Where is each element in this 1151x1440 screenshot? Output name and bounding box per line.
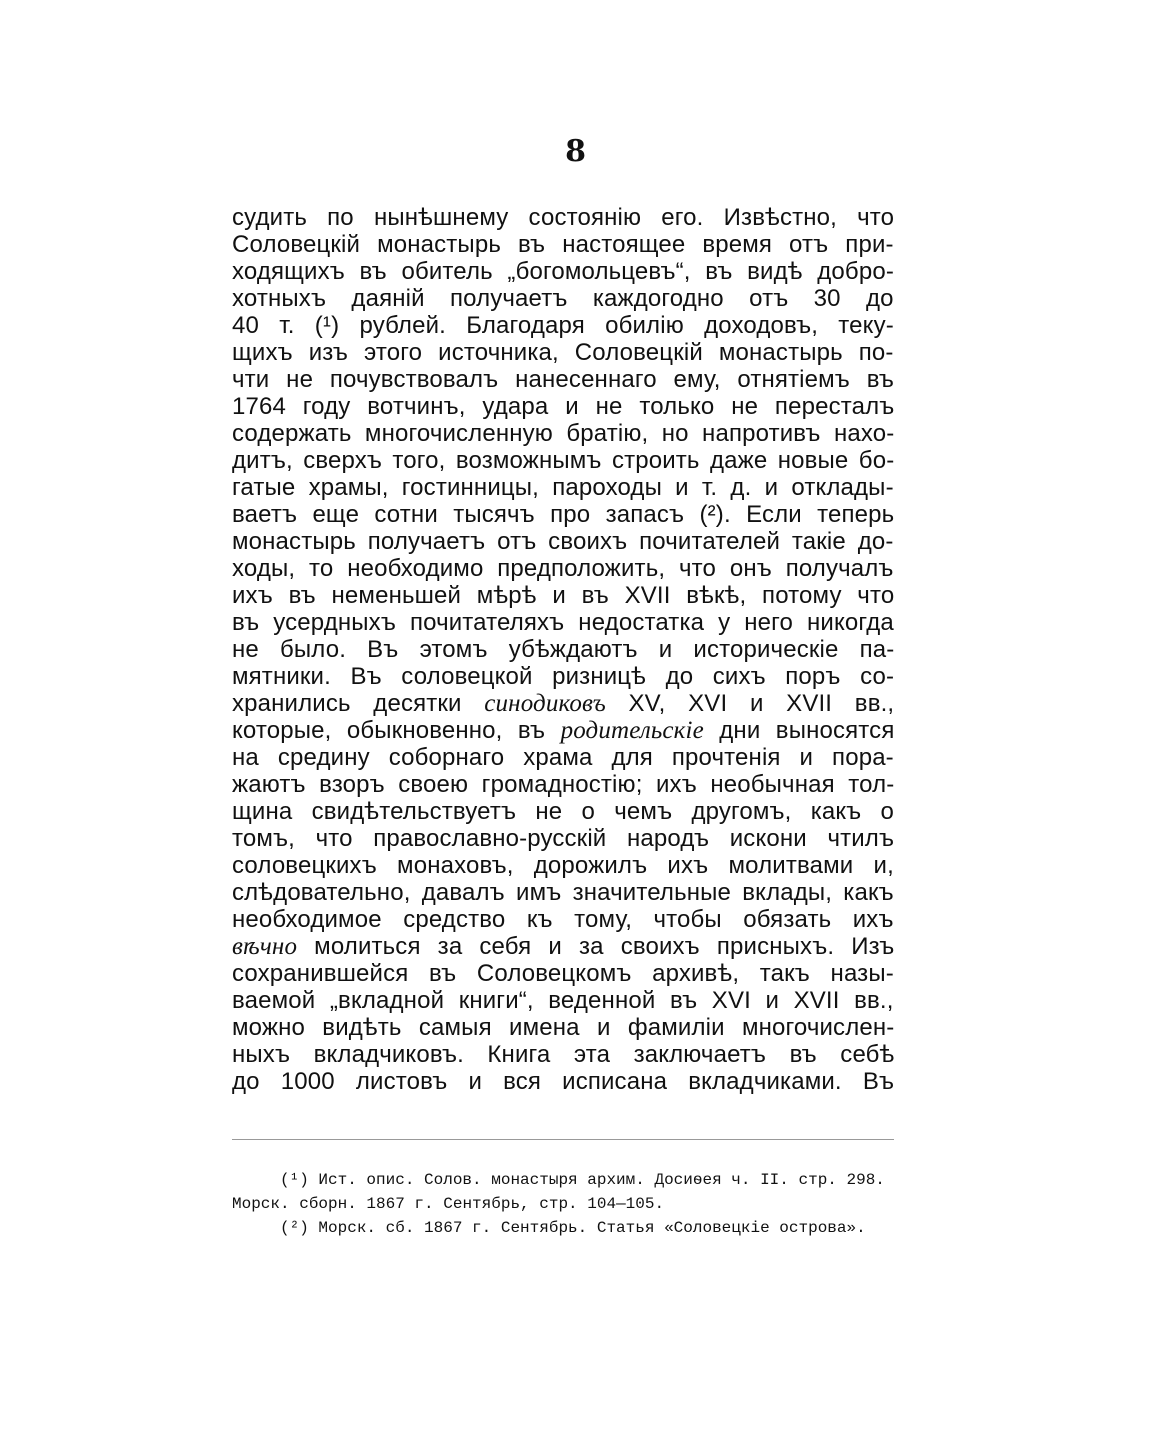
footnote-2-line-1: (²) Морск. сб. 1867 г. Сентябрь. Статья «Соловецкіе острова».	[280, 1219, 866, 1237]
text-line	[232, 582, 894, 609]
text-line	[232, 663, 894, 690]
text-line	[232, 204, 894, 231]
text-segment: ваемой „вкладной книги“, веденной въ XVI и XVII вв.,	[232, 987, 894, 1014]
text-segment: судить по нынѣшнему состоянію его. Извѣстно, что	[232, 204, 894, 231]
text-line	[232, 636, 894, 663]
text-segment: сохранившейся въ Соловецкомъ архивѣ, такъ назы-	[232, 960, 894, 987]
text-segment: молиться за себя и за своихъ присныхъ. Изъ	[297, 933, 894, 960]
text-line	[232, 447, 894, 474]
text-segment: которые, обыкновенно, въ	[232, 717, 561, 744]
text-line	[232, 231, 894, 258]
text-segment: на средину соборнаго храма для прочтенія и пора-	[232, 744, 894, 771]
text-segment: въ усердныхъ почитателяхъ недостатка у него никогда	[232, 609, 894, 636]
text-segment: 1764 году вотчинъ, удара и не только не пересталъ	[232, 393, 894, 420]
italic-word: синодиковъ	[484, 690, 606, 717]
text-segment: не было. Въ этомъ убѣждаютъ и историческіе па-	[232, 636, 894, 663]
text-segment: ихъ въ неменьшей мѣрѣ и въ XVII вѣкѣ, потому что	[232, 582, 894, 609]
text-line	[232, 906, 894, 933]
text-line	[232, 393, 894, 420]
text-line	[232, 744, 894, 771]
text-segment: дни выносятся	[703, 717, 894, 744]
text-line	[232, 1014, 894, 1041]
text-segment: мятники. Въ соловецкой ризницѣ до сихъ поръ со-	[232, 663, 894, 690]
text-line	[232, 555, 894, 582]
text-line	[232, 798, 894, 825]
text-line	[232, 609, 894, 636]
text-segment: ваетъ еще сотни тысячъ про запасъ (²). Если теперь	[232, 501, 894, 528]
text-segment: чти не почувствовалъ нанесеннаго ему, отнятіемъ въ	[232, 366, 894, 393]
text-line	[232, 717, 894, 744]
footnote-rule	[232, 1139, 894, 1140]
text-segment: щихъ изъ этого источника, Соловецкій монастырь по-	[232, 339, 894, 366]
footnotes	[232, 1168, 894, 1240]
text-segment: 40 т. (¹) рублей. Благодаря обилію доходовъ, теку-	[232, 312, 894, 339]
text-segment: жаютъ взоръ своею громадностію; ихъ необычная тол-	[232, 771, 894, 798]
text-segment: ходы, то необходимо предположить, что онъ получалъ	[232, 555, 894, 582]
text-segment: содержать многочисленную братію, но напротивъ нахо-	[232, 420, 894, 447]
text-segment: хранились десятки	[232, 690, 485, 717]
text-line	[232, 285, 894, 312]
text-line	[232, 987, 894, 1014]
footnote-1-line-1: (¹) Ист. опис. Солов. монастыря архим. Досиѳея ч. II. стр. 298.	[280, 1171, 885, 1189]
text-segment: щина свидѣтельствуетъ не о чемъ другомъ, какъ о	[232, 798, 894, 825]
text-line	[232, 258, 894, 285]
text-line	[232, 366, 894, 393]
text-line	[232, 852, 894, 879]
italic-word: родительскіе	[560, 717, 704, 744]
text-segment: томъ, что православно-русскій народъ искони чтилъ	[232, 825, 894, 852]
text-segment: ныхъ вкладчиковъ. Книга эта заключаетъ въ себѣ	[232, 1041, 894, 1068]
text-segment: соловецкихъ монаховъ, дорожилъ ихъ молитвами и,	[232, 852, 894, 879]
text-segment: XV, XVI и XVII вв.,	[605, 690, 894, 717]
text-line	[232, 933, 894, 960]
text-line	[232, 1068, 894, 1095]
text-segment: Соловецкій монастырь въ настоящее время отъ при-	[232, 231, 894, 258]
main-text	[232, 204, 894, 1095]
text-line	[232, 825, 894, 852]
text-segment: гатые храмы, гостинницы, пароходы и т. д. и отклады-	[232, 474, 894, 501]
text-segment: монастырь получаетъ отъ своихъ почитателей такіе до-	[232, 528, 894, 555]
text-segment: до 1000 листовъ и вся исписана вкладчиками. Въ	[232, 1068, 894, 1095]
footnote-1-line-2: Морск. сборн. 1867 г. Сентябрь, стр. 104—105.	[232, 1195, 665, 1213]
text-segment: хотныхъ даяній получаетъ каждогодно отъ 30 до	[232, 285, 894, 312]
text-line	[232, 528, 894, 555]
text-segment: можно видѣть самыя имена и фамиліи многочислен-	[232, 1014, 894, 1041]
text-line	[232, 960, 894, 987]
text-line	[232, 420, 894, 447]
text-segment: ходящихъ въ обитель „богомольцевъ“, въ видѣ добро-	[232, 258, 894, 285]
page-number: 8	[565, 134, 586, 169]
text-segment: необходимое средство къ тому, чтобы обязать ихъ	[232, 906, 894, 933]
text-line	[232, 501, 894, 528]
text-line	[232, 1041, 894, 1068]
text-line	[232, 339, 894, 366]
text-segment: дитъ, сверхъ того, возможнымъ строить даже новые бо-	[232, 447, 894, 474]
text-line	[232, 690, 894, 717]
text-line	[232, 312, 894, 339]
text-line	[232, 474, 894, 501]
italic-word: вѣчно	[232, 933, 298, 960]
text-line	[232, 879, 894, 906]
text-line	[232, 771, 894, 798]
text-segment: слѣдовательно, давалъ имъ значительные вклады, какъ	[232, 879, 894, 906]
